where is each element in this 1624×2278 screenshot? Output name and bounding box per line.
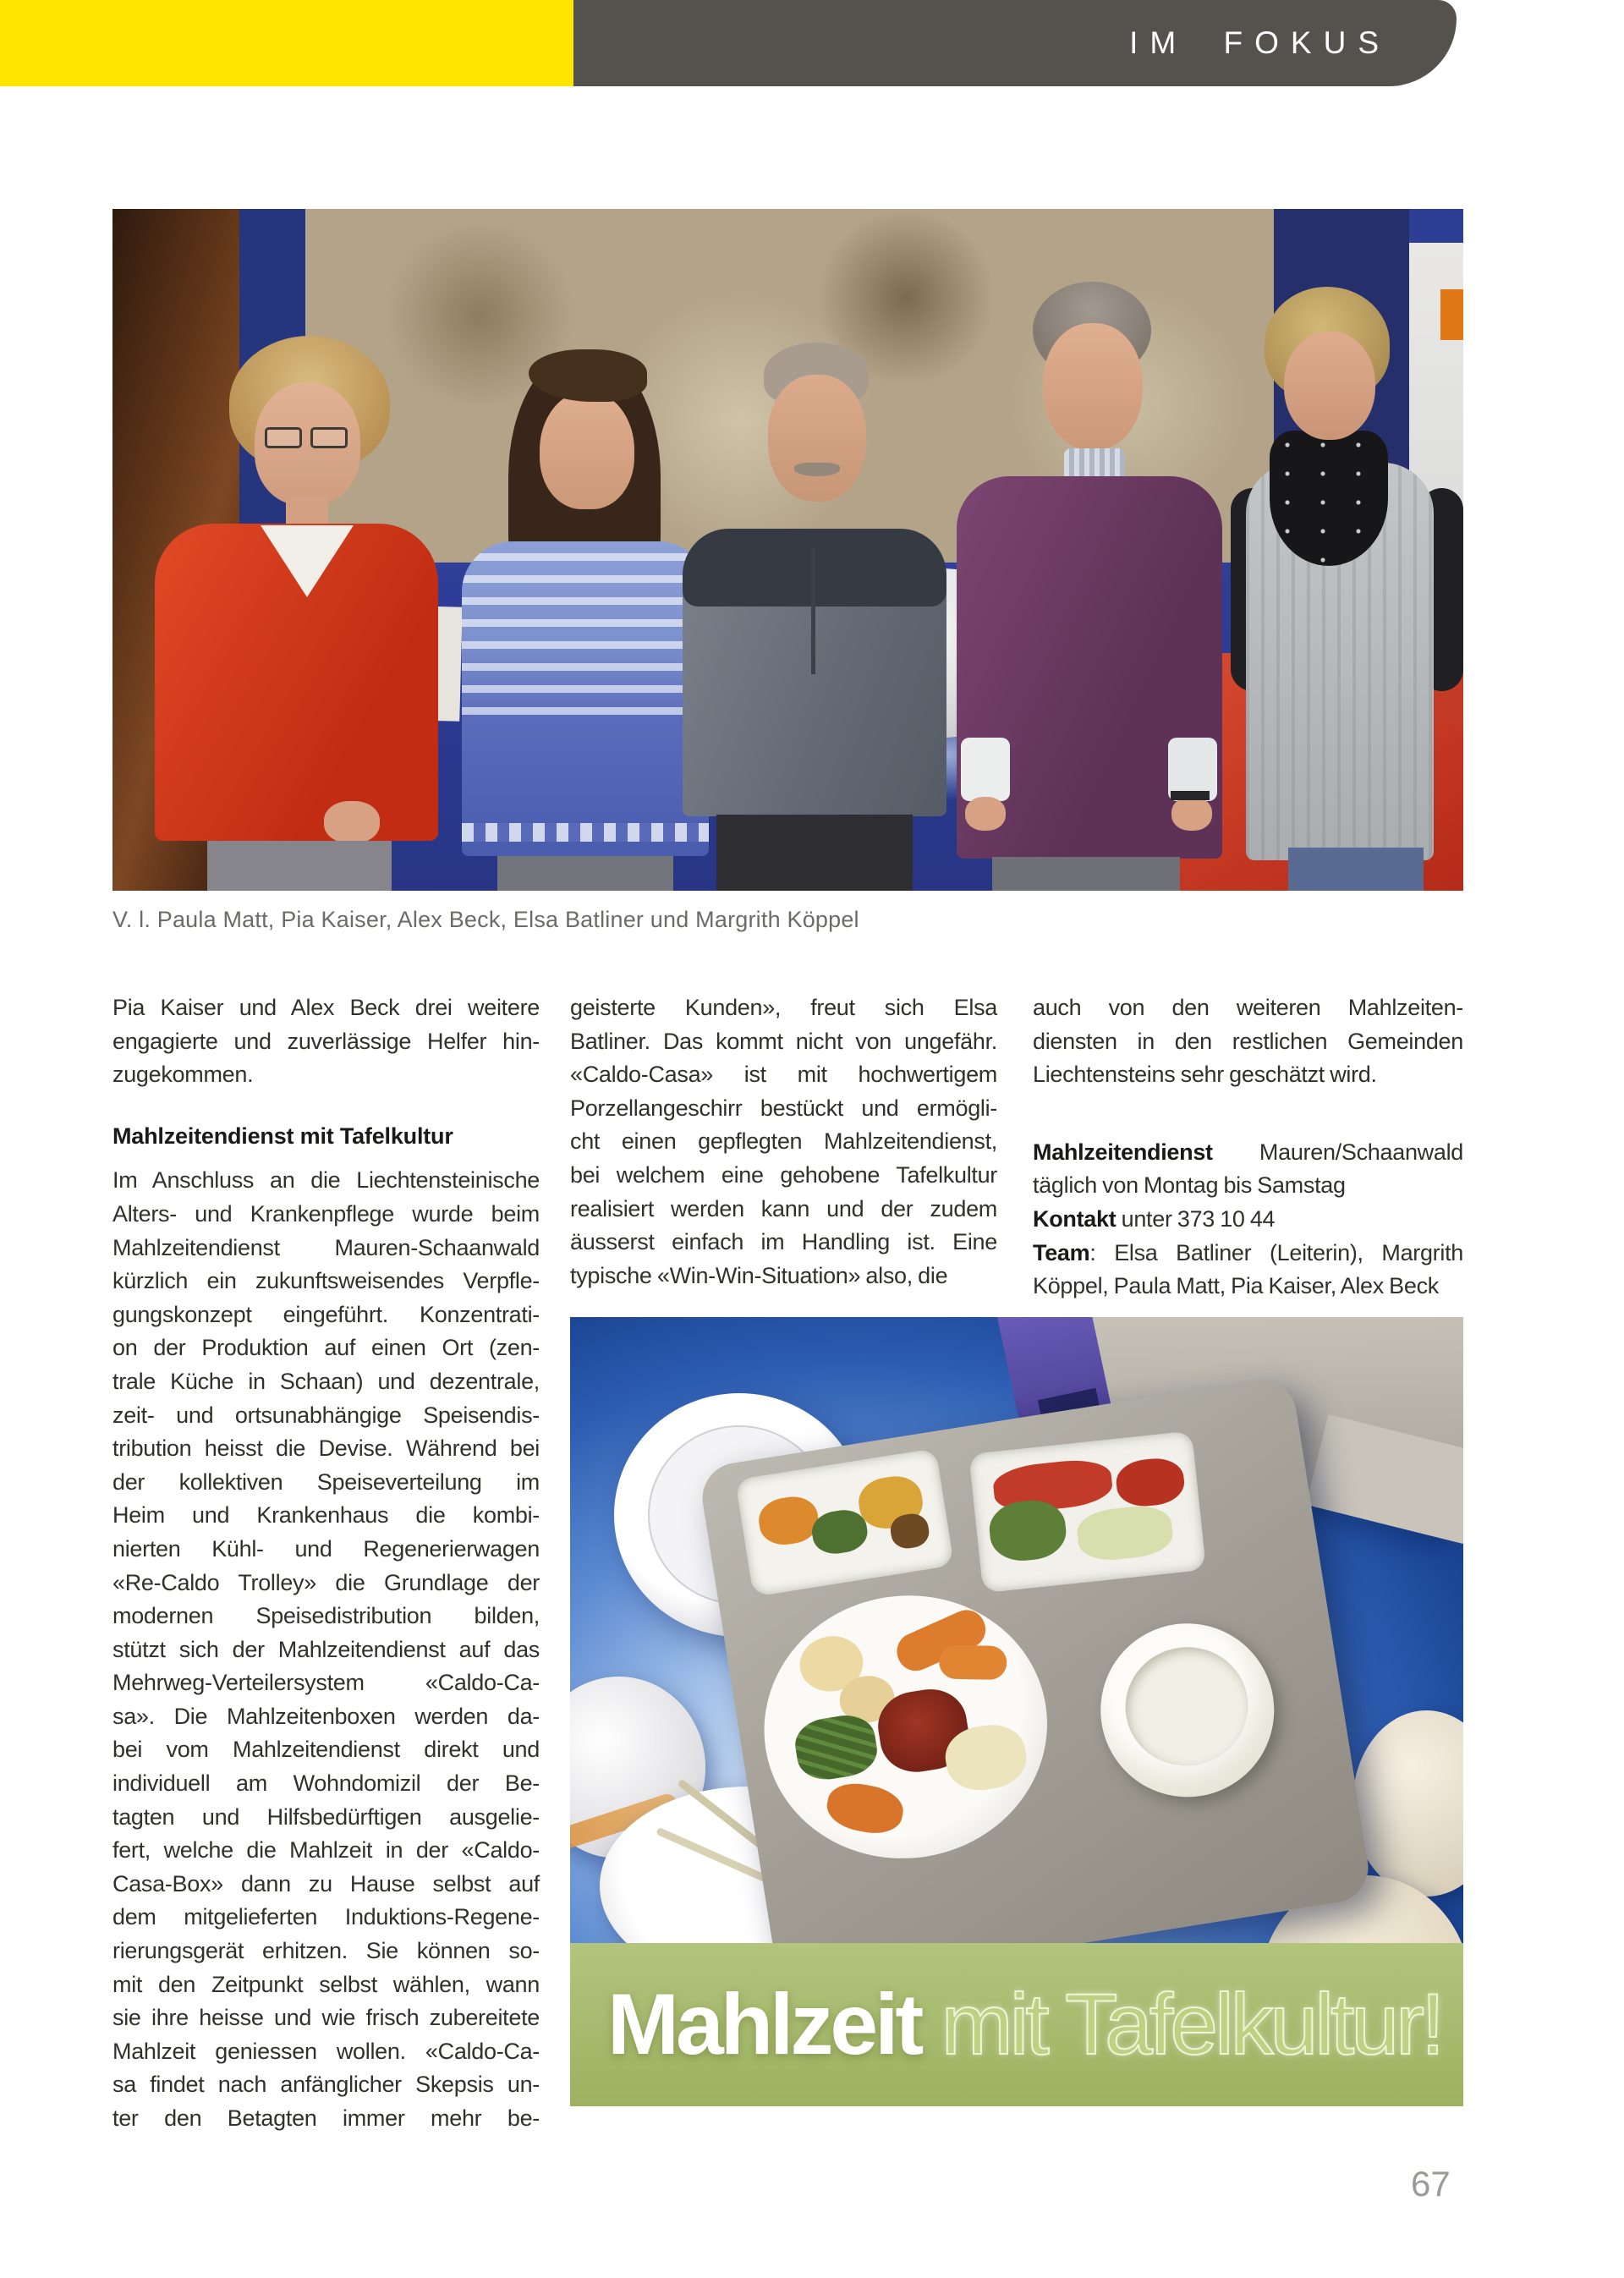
paula-pants	[207, 841, 392, 891]
text-column-middle	[570, 991, 997, 1293]
text-line: auch von den weiteren Mahlzeiten-	[1033, 995, 1463, 1020]
food-tomato-2	[1114, 1456, 1186, 1509]
text-line: Im Anschluss an die Liechtensteinische	[112, 1167, 540, 1194]
text-line: on der Produktion auf einen Ort (zen-	[112, 1335, 540, 1361]
text-line: engagierte und zuverlässige Helfer hin-	[112, 1028, 540, 1054]
alex-face	[768, 375, 866, 502]
text-line: zugekommen.	[112, 1062, 254, 1088]
text-line	[1033, 1136, 1463, 1170]
pia-cuff-band	[462, 823, 709, 842]
dish-salad	[968, 1430, 1206, 1593]
photo-caption: V. l. Paula Matt, Pia Kaiser, Alex Beck, Elsa Batliner und Margrith Köppel	[112, 907, 859, 932]
text-line: bei vom Mahlzeitendienst direkt und	[112, 1737, 540, 1763]
text-line: Alters- und Krankenpflege wurde beim	[112, 1200, 540, 1227]
text-line	[1033, 1203, 1463, 1237]
text-line: «Caldo-Casa» ist mit hochwertigem	[570, 1062, 997, 1088]
section-title: IM FOKUS	[1129, 25, 1391, 60]
paragraph	[1033, 1136, 1463, 1304]
text-column-right	[1033, 991, 1463, 1304]
text-line: äusserst einfach im Handling ist. Eine	[570, 1229, 997, 1255]
text-line: tagten und Hilfsbedürftigen ausgelie-	[112, 1803, 540, 1830]
paula-hands	[324, 801, 380, 843]
bold-lead: Mahlzeitendienst	[1033, 1139, 1213, 1165]
section-heading: Mahlzeitendienst mit Tafelkultur	[112, 1123, 453, 1149]
paragraph	[112, 1164, 540, 2135]
text-line: Porzellangeschirr bestückt und ermögli-	[570, 1095, 997, 1121]
margrith-black-turtleneck	[1270, 431, 1388, 566]
paragraph	[1033, 991, 1463, 1092]
text-line: Pia Kaiser und Alex Beck drei weitere	[112, 995, 540, 1020]
pia-pants	[497, 856, 673, 891]
text-line: stützt sich der Mahlzeitendienst auf das	[112, 1636, 540, 1662]
text-line: bei welchem eine gehobene Tafelkultur	[570, 1161, 997, 1188]
food-carrot-slices	[756, 1493, 822, 1548]
text-line: Liechtensteins sehr geschätzt wird.	[1033, 1062, 1377, 1088]
meal-tray-photo	[570, 1317, 1463, 2106]
text-line	[1033, 1237, 1463, 1271]
text-line: realisiert werden kann und der zudem	[570, 1195, 997, 1221]
text-line: dem mitgelieferten Induktions-Regene-	[112, 1904, 540, 1930]
text-line: modernen Speisedistribution bilden,	[112, 1603, 540, 1629]
text-line: täglich von Montag bis Samstag	[1033, 1172, 1346, 1199]
banner-word-outline: mit Tafelkultur!	[920, 1976, 1442, 2072]
text-line: cht einen gepflegten Mahlzeitendienst,	[570, 1128, 997, 1155]
elsa-pants	[992, 857, 1180, 891]
food-coleslaw	[1075, 1503, 1175, 1563]
text-line: mit den Zeitpunkt selbst wählen, wann	[112, 1971, 540, 1997]
food-green-beans	[792, 1711, 881, 1784]
margrith-face	[1284, 332, 1375, 440]
text-line: sie ihre heisse und wie frisch zubereitete	[112, 2005, 540, 2031]
text-line: gungskonzept eingeführt. Konzentrati-	[112, 1301, 540, 1327]
text-line: kürzlich ein zukunftsweisendes Verpfle-	[112, 1268, 540, 1294]
alex-mustache	[794, 463, 840, 476]
meal-tray	[697, 1375, 1373, 1990]
text-line: trale Küche in Schaan) und dezentrale,	[112, 1368, 540, 1394]
banner-slogan	[607, 1965, 1441, 2083]
text-line: nierten Kühl- und Regenerierwagen	[112, 1535, 540, 1562]
text-line: Köppel, Paula Matt, Pia Kaiser, Alex Beck	[1033, 1273, 1439, 1299]
text-column-left	[112, 991, 540, 2136]
text-line: zeit- und ortsunabhängige Speisendis-	[112, 1402, 540, 1428]
text-line: geisterte Kunden», freut sich Elsa	[570, 995, 997, 1020]
alex-pants	[716, 815, 913, 891]
text-line: sa». Die Mahlzeitenboxen werden da-	[112, 1703, 540, 1729]
text-segment: Mauren/Schaanwald	[1212, 1139, 1463, 1165]
text-line: rierungsgerät erhitzen. Sie können so-	[112, 1938, 540, 1964]
group-photo	[112, 209, 1463, 891]
page-number: 67	[1411, 2164, 1451, 2204]
tray-bowl	[1088, 1611, 1287, 1810]
alex-zipper	[811, 547, 815, 674]
food-carrot-bottom	[823, 1778, 907, 1838]
pia-face	[540, 391, 634, 509]
text-segment: unter 373 10 44	[1116, 1205, 1276, 1232]
elsa-watch	[1171, 791, 1210, 800]
text-line: typische «Win-Win-Situation» also, die	[570, 1262, 948, 1288]
text-line: Mahlzeit geniessen wollen. «Caldo-Ca-	[112, 2038, 540, 2064]
text-line: Casa-Box» dann zu Hause selbst auf	[112, 1870, 540, 1897]
text-line: «Re-Caldo Trolley» die Grundlage der	[112, 1569, 540, 1595]
paragraph	[112, 991, 540, 1092]
text-line: Mehrweg-Verteilersystem «Caldo-Ca-	[112, 1670, 540, 1696]
text-line: diensten in den restlichen Gemeinden	[1033, 1028, 1463, 1054]
text-line: ter den Betagten immer mehr be-	[112, 2105, 540, 2131]
text-line: Batliner. Das kommt nicht von ungefähr.	[570, 1028, 997, 1054]
elsa-cuff-left	[961, 738, 1010, 801]
margrith-jeans	[1288, 848, 1424, 891]
header-section-tab	[573, 0, 1457, 86]
green-banner	[570, 1943, 1463, 2106]
pia-sweater-pattern	[462, 541, 709, 715]
text-line: der kollektiven Speiseverteilung im	[112, 1468, 540, 1495]
tray-bowl-inner	[1117, 1639, 1257, 1775]
text-line: Heim und Krankenhaus die kombi-	[112, 1502, 540, 1529]
text-line: Mahlzeitendienst Mauren-Schaanwald	[112, 1234, 540, 1260]
paragraph	[570, 991, 997, 1293]
orange-accent	[1440, 289, 1463, 340]
dish-vegetables	[735, 1448, 954, 1597]
text-line: sa findet nach anfänglicher Skepsis un-	[112, 2072, 540, 2098]
elsa-face	[1043, 323, 1143, 450]
text-line: fert, welche die Mahlzeit in der «Caldo-	[112, 1837, 540, 1864]
paula-glasses-left	[265, 427, 302, 448]
main-plate	[745, 1575, 1066, 1879]
food-carrot-strip-2	[939, 1645, 1007, 1680]
elsa-hand-right	[1171, 797, 1212, 831]
elsa-hand-left	[965, 797, 1006, 831]
bold-lead: Kontakt	[1033, 1205, 1116, 1232]
banner-word-bold: Mahlzeit	[607, 1976, 921, 2072]
text-segment: : Elsa Batliner (Leiterin), Margrith	[1089, 1239, 1463, 1265]
text-line: tribution heisst die Devise. Während bei	[112, 1435, 540, 1462]
bold-lead: Team	[1033, 1239, 1090, 1265]
header-yellow-block	[0, 0, 573, 86]
paula-glasses-right	[310, 427, 348, 448]
text-line: individuell am Wohndomizil der Be-	[112, 1770, 540, 1797]
